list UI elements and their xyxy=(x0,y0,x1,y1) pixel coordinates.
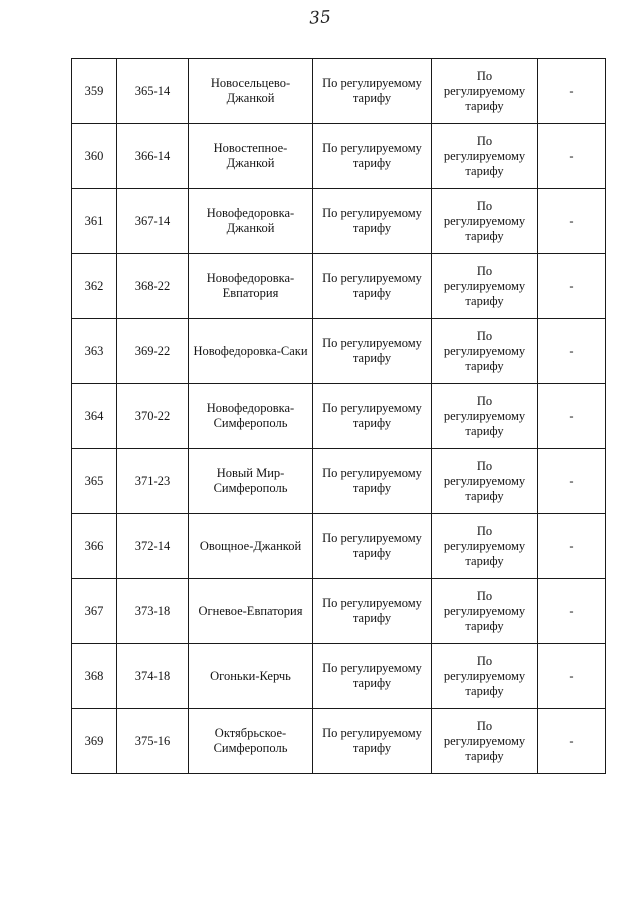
tariff-regular-cell: По регулируемому тарифу xyxy=(313,124,432,189)
route-name-cell: Новосельцево- Джанкой xyxy=(189,59,313,124)
tariff-preferential-cell: По регулируемому тарифу xyxy=(432,124,538,189)
table-row xyxy=(72,124,606,189)
route-name-cell: Новостепное- Джанкой xyxy=(189,124,313,189)
tariff-regular-cell: По регулируемому тарифу xyxy=(313,709,432,774)
routes-table xyxy=(71,58,606,774)
tariff-regular-cell: По регулируемому тарифу xyxy=(313,189,432,254)
tariff-preferential-cell: По регулируемому тарифу xyxy=(432,709,538,774)
route-code-cell: 366-14 xyxy=(117,124,189,189)
route-number-cell: 361 xyxy=(72,189,117,254)
tariff-preferential-cell: По регулируемому тарифу xyxy=(432,449,538,514)
route-name-cell: Октябрьское- Симферополь xyxy=(189,709,313,774)
tariff-preferential-cell: По регулируемому тарифу xyxy=(432,579,538,644)
route-name-cell: Овощное-Джанкой xyxy=(189,514,313,579)
table-row xyxy=(72,189,606,254)
route-code-cell: 375-16 xyxy=(117,709,189,774)
table-row xyxy=(72,384,606,449)
route-code-cell: 374-18 xyxy=(117,644,189,709)
tariff-preferential-cell: По регулируемому тарифу xyxy=(432,514,538,579)
route-name-cell: Огневое-Евпатория xyxy=(189,579,313,644)
route-number-cell: 359 xyxy=(72,59,117,124)
route-code-cell: 372-14 xyxy=(117,514,189,579)
tariff-preferential-cell: По регулируемому тарифу xyxy=(432,254,538,319)
table-row xyxy=(72,254,606,319)
route-number-cell: 365 xyxy=(72,449,117,514)
note-cell: - xyxy=(538,709,606,774)
note-cell: - xyxy=(538,514,606,579)
page-number: 35 xyxy=(308,7,332,29)
note-cell: - xyxy=(538,319,606,384)
note-cell: - xyxy=(538,124,606,189)
table-row xyxy=(72,644,606,709)
note-cell: - xyxy=(538,644,606,709)
route-name-cell: Новый Мир- Симферополь xyxy=(189,449,313,514)
tariff-regular-cell: По регулируемому тарифу xyxy=(313,319,432,384)
route-code-cell: 369-22 xyxy=(117,319,189,384)
tariff-regular-cell: По регулируемому тарифу xyxy=(313,449,432,514)
tariff-regular-cell: По регулируемому тарифу xyxy=(313,514,432,579)
route-name-cell: Новофедоровка- Евпатория xyxy=(189,254,313,319)
route-name-cell: Новофедоровка-Саки xyxy=(189,319,313,384)
tariff-preferential-cell: По регулируемому тарифу xyxy=(432,644,538,709)
route-code-cell: 365-14 xyxy=(117,59,189,124)
note-cell: - xyxy=(538,59,606,124)
tariff-regular-cell: По регулируемому тарифу xyxy=(313,254,432,319)
table-row xyxy=(72,514,606,579)
note-cell: - xyxy=(538,449,606,514)
route-code-cell: 367-14 xyxy=(117,189,189,254)
route-number-cell: 367 xyxy=(72,579,117,644)
table-row xyxy=(72,59,606,124)
tariff-regular-cell: По регулируемому тарифу xyxy=(313,59,432,124)
table-row xyxy=(72,449,606,514)
tariff-regular-cell: По регулируемому тарифу xyxy=(313,644,432,709)
tariff-preferential-cell: По регулируемому тарифу xyxy=(432,59,538,124)
route-number-cell: 360 xyxy=(72,124,117,189)
route-name-cell: Новофедоровка- Симферополь xyxy=(189,384,313,449)
note-cell: - xyxy=(538,254,606,319)
note-cell: - xyxy=(538,384,606,449)
route-number-cell: 366 xyxy=(72,514,117,579)
table-row xyxy=(72,319,606,384)
route-code-cell: 368-22 xyxy=(117,254,189,319)
route-number-cell: 363 xyxy=(72,319,117,384)
route-number-cell: 369 xyxy=(72,709,117,774)
tariff-regular-cell: По регулируемому тарифу xyxy=(313,384,432,449)
note-cell: - xyxy=(538,189,606,254)
route-code-cell: 371-23 xyxy=(117,449,189,514)
routes-table-body xyxy=(72,59,606,774)
route-name-cell: Огоньки-Керчь xyxy=(189,644,313,709)
route-code-cell: 373-18 xyxy=(117,579,189,644)
route-code-cell: 370-22 xyxy=(117,384,189,449)
tariff-preferential-cell: По регулируемому тарифу xyxy=(432,384,538,449)
tariff-preferential-cell: По регулируемому тарифу xyxy=(432,319,538,384)
note-cell: - xyxy=(538,579,606,644)
table-row xyxy=(72,709,606,774)
route-number-cell: 362 xyxy=(72,254,117,319)
tariff-regular-cell: По регулируемому тарифу xyxy=(313,579,432,644)
tariff-preferential-cell: По регулируемому тарифу xyxy=(432,189,538,254)
route-number-cell: 368 xyxy=(72,644,117,709)
table-row xyxy=(72,579,606,644)
route-name-cell: Новофедоровка- Джанкой xyxy=(189,189,313,254)
route-number-cell: 364 xyxy=(72,384,117,449)
